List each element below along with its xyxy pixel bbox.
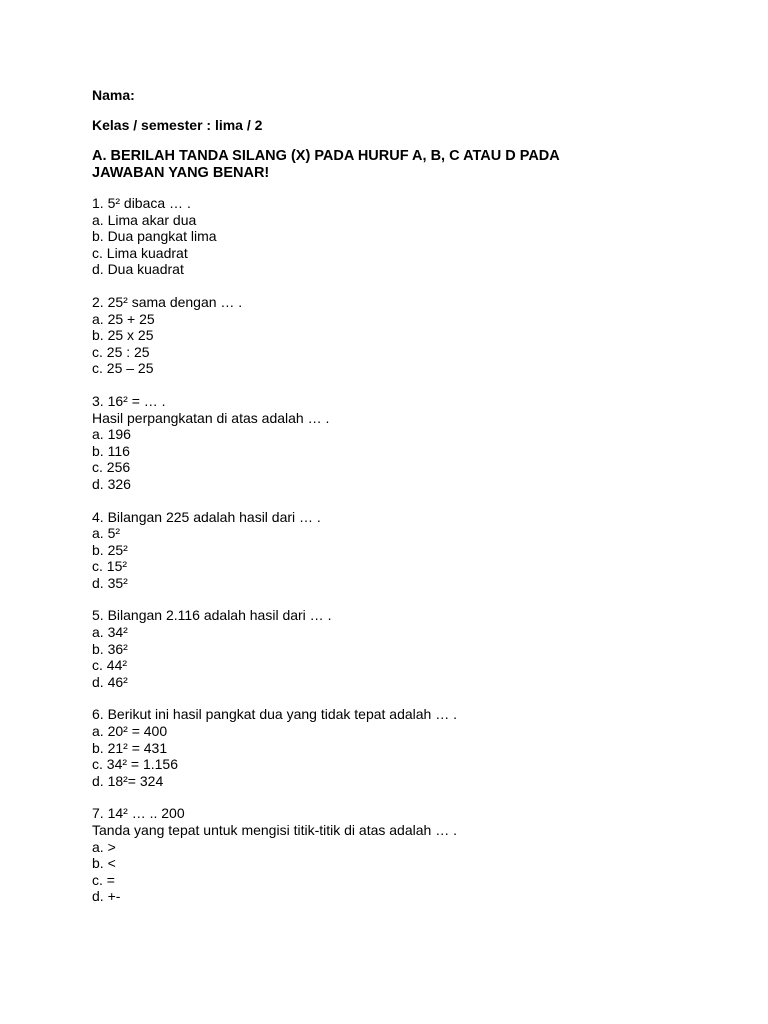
question-prompt: 6. Berikut ini hasil pangkat dua yang tidak tepat adalah … . [92,706,458,723]
answer-option: b. 25 x 25 [92,327,154,344]
question-6 [92,706,732,789]
answer-option: b. Dua pangkat lima [92,228,217,245]
answer-option: d. 18²= 324 [92,772,164,789]
answer-option: b. < [92,855,116,872]
answer-option: d. 35² [92,574,128,591]
answer-option: c. = [92,871,115,888]
question-5 [92,607,732,690]
instruction-line-2: JAWABAN YANG BENAR! [92,165,270,181]
answer-option: d. +- [92,888,121,905]
worksheet-content [92,87,732,921]
answer-option: c. 25 – 25 [92,360,154,377]
answer-option: c. 44² [92,657,128,674]
answer-option: c. 15² [92,558,128,575]
question-3 [92,393,732,493]
answer-option: d. Dua kuadrat [92,261,184,278]
question-prompt: 3. 16² = … . [92,392,166,409]
question-7 [92,805,732,905]
question-prompt: 1. 5² dibaca … . [92,195,191,211]
question-1 [92,195,732,278]
answer-option: b. 116 [92,442,130,459]
instruction-line-1: A. BERILAH TANDA SILANG (X) PADA HURUF A, B, C ATAU D PADA [92,148,560,164]
question-2 [92,294,732,377]
name-label: Nama: [92,87,135,103]
question-prompt: 4. Bilangan 225 adalah hasil dari … . [92,508,321,525]
answer-option: a. 20² = 400 [92,723,168,740]
question-4 [92,509,732,592]
instruction-heading [92,148,732,182]
answer-option: a. 196 [92,426,131,443]
answer-option: a. 25 + 25 [92,310,155,327]
question-prompt: 2. 25² sama dengan … . [92,293,243,310]
answer-option: d. 46² [92,673,128,690]
answer-option: c. Lima kuadrat [92,244,188,261]
answer-option: b. 36² [92,640,128,657]
answer-option: c. 34² = 1.156 [92,756,179,773]
question-prompt: 5. Bilangan 2.116 adalah hasil dari … . [92,607,332,624]
answer-option: b. 21² = 431 [92,739,168,756]
answer-option: b. 25² [92,541,128,558]
answer-option: d. 326 [92,475,131,492]
class-semester-label: Kelas / semester : lima / 2 [92,117,263,133]
answer-option: a. > [92,838,116,855]
question-subprompt: Tanda yang tepat untuk mengisi titik-titik di atas adalah … . [92,822,457,838]
answer-option: a. Lima akar dua [92,211,197,228]
question-prompt: 7. 14² … .. 200 [92,805,185,822]
answer-option: c. 25 : 25 [92,343,150,360]
question-subprompt: Hasil perpangkatan di atas adalah … . [92,409,330,426]
answer-option: a. 5² [92,525,121,542]
answer-option: a. 34² [92,624,128,641]
answer-option: c. 256 [92,459,131,476]
